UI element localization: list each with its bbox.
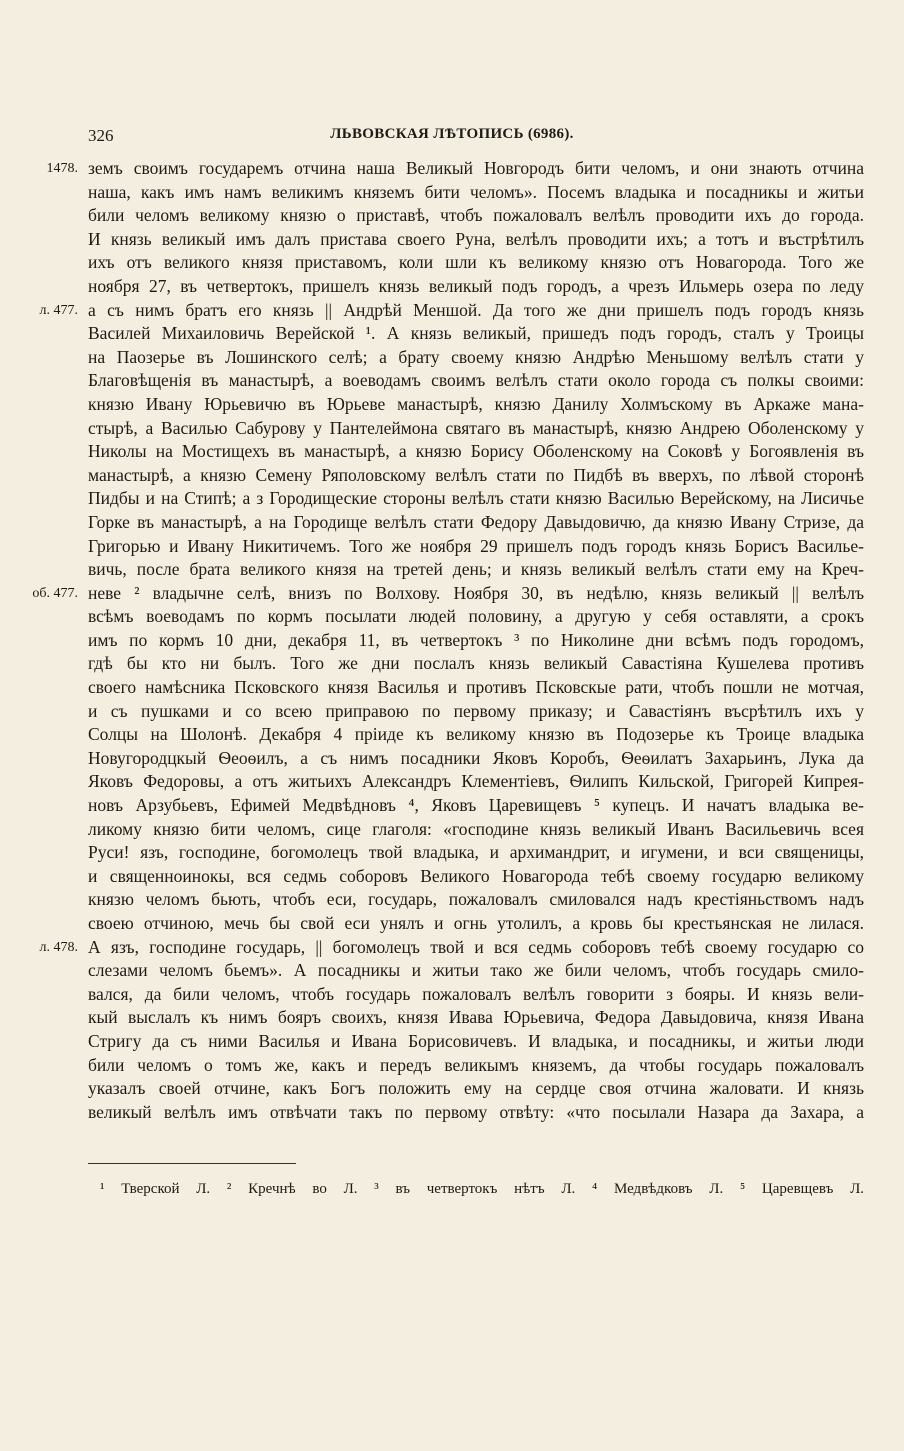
text-line [0,417,904,441]
text-line [0,251,904,275]
text-line [0,393,904,417]
line-text: ликому князю бити челомъ, сице глаголя: «господине князь великый Иванъ Васильевичь всея [88,818,864,839]
text-line [0,228,904,252]
text-line [0,1077,904,1101]
line-text: князю челомъ бьють, чтобъ еси, государь, пожаловалъ смиловался надъ крестіяньствомъ надъ [88,889,864,910]
text-line [0,322,904,346]
text-line [0,983,904,1007]
line-text: на Паозерье въ Лошинского селѣ; а брату своему князю Андрѣю Меньшому велѣлъ стати у [88,346,864,367]
line-text: земъ своимъ государемъ отчина наша Великый Новгородъ бити челомъ, и они знають отчина [88,158,864,178]
page-number: 326 [88,126,114,145]
text-line [0,1006,904,1030]
line-text: и съ пушками и со всею приправою по первому приказу; и Савастіянъ въсрѣтилъ ихъ у [88,700,864,721]
chronicle-text [0,157,904,1124]
text-line [0,700,904,724]
line-text: Николы на Мостищехъ въ манастырѣ, а князю Борису Оболенскому на Соковѣ у Богоявленія въ [88,441,864,462]
text-line [0,464,904,488]
line-text: били челомъ великому князю о приставѣ, чтобъ пожаловалъ велѣлъ проводити ихъ до города. [88,205,864,226]
text-line [0,865,904,889]
line-text: А язъ, господине государь, || богомолецъ твой и вся седмь соборовъ тебѣ своему государю со [88,936,864,957]
margin-note: л. 478. [39,939,78,955]
line-text: указалъ своей отчине, какъ Богъ положить ему на сердце своя отчина жаловати. И князь [88,1078,864,1099]
line-text: Новугородцкый Ѳеоѳилъ, а съ нимъ посадники Яковъ Коробъ, Ѳеѳилатъ Захарьинъ, Лука да [88,747,864,768]
line-text: вичь, после брата великого князя на третей день; и князь великый велѣлъ стати ему на Креч- [88,559,864,580]
text-line [0,1101,904,1125]
line-text: своего намѣсника Псковского князя Василья и противъ Псковскые рати, чтобъ пошли не мотчая, [88,677,864,698]
line-text: Горке въ манастырѣ, а на Городище велѣлъ стати Федору Давыдовичю, да князю Ивану Стризе, да [88,511,864,532]
text-line [0,299,904,323]
line-text: имъ по кормъ 10 дни, декабря 11, въ четвертокъ ³ по Николине дни всѣмъ подъ городомъ, [88,629,864,650]
line-text: ихъ отъ великого князя приставомъ, коли шли къ великому князю отъ Новагорода. Того же [88,252,864,273]
text-line [0,841,904,865]
text-line [0,770,904,794]
text-line [0,629,904,653]
margin-note: об. 477. [32,585,78,601]
footnotes: ¹ Тверской Л. ² Кречнѣ во Л. ³ въ четвертокъ нѣтъ Л. ⁴ Медвѣдковъ Л. ⁵ Царевщевъ Л. [100,1181,864,1197]
line-text: Пидбы и на Стипѣ; а з Городищеские стороны велѣлъ стати князю Василью Верейскому, на Лисичье [88,488,864,509]
text-line [0,936,904,960]
text-line [0,652,904,676]
line-text: манастырѣ, а князю Семену Ряполовскому велѣлъ стати по Пидбѣ въ вверхъ, по лѣвой сторонѣ [88,464,864,485]
text-line [0,959,904,983]
line-text: ноября 27, въ четвертокъ, пришелъ князь великый подъ городъ, а чрезъ Ильмерь озера по леду [88,275,864,296]
line-text: всѣмъ воеводамъ по кормъ посылати людей половину, а другую у себя оставляти, а срокъ [88,606,864,627]
line-text: Григорью и Ивану Никитичемъ. Того же ноября 29 пришелъ подъ городъ князь Борисъ Василье- [88,535,864,556]
text-line [0,346,904,370]
line-text: стырѣ, а Василью Сабурову у Пантелеймона святаго въ манастырѣ, князю Андрею Оболенскому у [88,417,864,438]
text-line [0,1030,904,1054]
text-line [0,794,904,818]
text-line [0,204,904,228]
text-line [0,818,904,842]
line-text: а съ нимъ братъ его князь || Андрѣй Меншой. Да того же дни пришелъ подъ городъ князь [88,299,864,320]
text-line [0,535,904,559]
line-text: вался, да били челомъ, чтобъ государь пожаловалъ велѣлъ говорити з бояры. И князь вели- [88,983,864,1004]
line-text: князю Ивану Юрьевичю въ Юрьеве манастырѣ, князю Данилу Холмъскому въ Аркаже мана- [88,393,864,414]
line-text: Благовѣщенія въ манастырѣ, а воеводамъ своимъ велѣлъ стати около города съ полкы своими: [88,370,864,391]
line-text: Руси! язъ, господине, богомолецъ твой владыка, и архимандрит, и игумени, и вси священицы, [88,842,864,863]
line-text: И князь великый имъ далъ пристава своего Руна, велѣлъ проводити ихъ; а тотъ и въстрѣтилъ [88,228,864,249]
line-text: новъ Арзубьевъ, Ефимей Медвѣдновъ ⁴, Яковъ Царевищевъ ⁵ купецъ. И начатъ владыка ве- [88,795,864,816]
page-header [0,126,904,152]
text-line [0,888,904,912]
running-title: ЛЬВОВСКАЯ ЛѢТОПИСЬ (6986). [330,126,574,142]
text-line [0,582,904,606]
text-line [0,157,904,181]
line-text: Василей Михаиловичь Верейской ¹. А князь великый, пришедъ подъ городъ, сталъ у Троицы [88,323,864,344]
text-line [0,511,904,535]
text-line [0,275,904,299]
line-text: слезами челомъ бьемъ». А посадникы и житьи тако же били челомъ, чтобъ государь смило- [88,960,864,981]
line-text: Яковъ Федоровы, а отъ житьихъ Александръ Клементіевъ, Ѳилипъ Кильской, Григорей Кипрея- [88,771,864,792]
margin-note: 1478. [46,161,78,176]
line-text: кый выслалъ къ нимъ бояръ своихъ, князя Ивава Юрьевича, Федора Давыдовича, князя Ивана [88,1007,864,1028]
line-text: Солцы на Шолонѣ. Декабря 4 пріиде къ великому князю въ Подозерье къ Троице владыка [88,724,864,745]
text-line [0,747,904,771]
line-text: неве ² владычне селѣ, внизъ по Волхову. Ноября 30, въ недѣлю, князь великый || велѣлъ [88,582,864,603]
text-line [0,605,904,629]
line-text: великый велѣлъ имъ отвѣчати такъ по первому отвѣту: «что посылали Назара да Захара, а [88,1101,864,1122]
text-line [0,369,904,393]
line-text: наша, какъ имъ намъ великимъ княземъ бити челомъ». Посемъ владыка и посадникы и житьи [88,181,864,202]
margin-note: л. 477. [39,302,78,318]
line-text: и священноинокы, вся седмь соборовъ Великого Новагорода тебѣ своему государю великому [88,865,864,886]
footnote-divider [88,1163,296,1164]
line-text: своею отчиною, мечь бы свой еси унялъ и огнь утолилъ, а кровь бы крестьянская не лилася. [88,913,864,933]
text-line [0,181,904,205]
line-text: Стригу да съ ними Василья и Ивана Борисовичевъ. И владыка, и посадникы, и житьи люди [88,1030,864,1051]
text-line [0,912,904,936]
line-text: гдѣ бы кто ни былъ. Того же дни послалъ князь великый Савастіяна Кушелева противъ [88,653,864,674]
text-line [0,440,904,464]
text-line [0,487,904,511]
text-line [0,723,904,747]
line-text: били челомъ о томъ же, какъ и передъ великымъ княземъ, да чтобы государь пожаловалъ [88,1054,864,1075]
text-line [0,1054,904,1078]
text-line [0,558,904,582]
text-line [0,676,904,700]
